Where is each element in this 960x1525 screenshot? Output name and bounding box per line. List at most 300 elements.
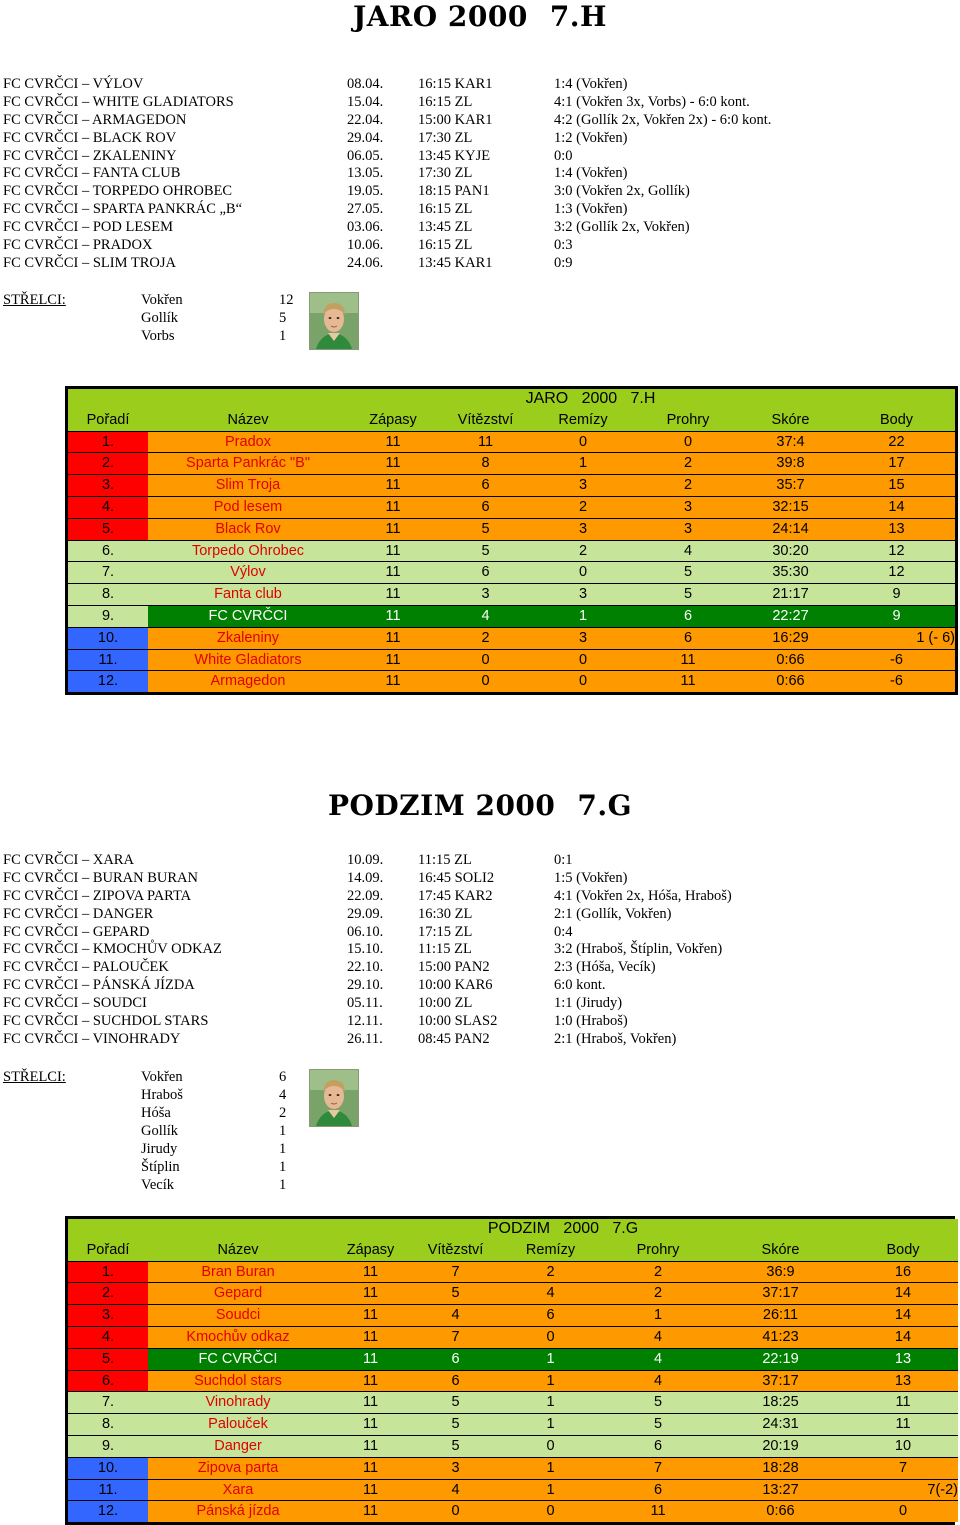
points: 7(-2) <box>848 1479 958 1501</box>
standing-position: 2. <box>68 453 148 475</box>
team-name: Výlov <box>148 562 348 584</box>
column-header: Remízy <box>498 1240 603 1261</box>
column-header: Pořadí <box>68 1240 148 1261</box>
standing-position: 2. <box>68 1283 148 1305</box>
points: 11 <box>848 1392 958 1414</box>
match-date: 12.11. <box>347 1013 383 1030</box>
match-teams: FC CVRČCI – SUCHDOL STARS <box>3 1013 209 1030</box>
standings-row <box>68 1348 958 1370</box>
spring-title-season: JARO 2000 <box>353 0 528 33</box>
points: 0 <box>848 1501 958 1522</box>
wins: 7 <box>413 1261 498 1283</box>
team-name: Palouček <box>148 1414 328 1436</box>
draws: 3 <box>533 627 633 649</box>
draws: 0 <box>533 562 633 584</box>
match-time-venue: 16:15 KAR1 <box>418 76 493 92</box>
wins: 5 <box>413 1435 498 1457</box>
match-date: 13.05. <box>347 165 384 182</box>
matches-played: 11 <box>348 584 438 606</box>
autumn-title <box>0 789 960 822</box>
standing-position: 9. <box>68 1435 148 1457</box>
match-time-venue: 17:45 KAR2 <box>418 887 493 904</box>
standing-position: 11. <box>68 1479 148 1501</box>
losses: 6 <box>633 627 743 649</box>
losses: 5 <box>633 562 743 584</box>
scorer-goals: 12 <box>279 292 294 308</box>
match-date: 15.10. <box>347 941 384 958</box>
standings-row <box>68 627 955 649</box>
scorer-name: Gollík <box>141 310 179 326</box>
match-teams: FC CVRČCI – SOUDCI <box>3 995 147 1012</box>
wins: 4 <box>438 605 533 627</box>
matches-played: 11 <box>328 1370 413 1392</box>
match-time-venue: 10:00 SLAS2 <box>418 1013 498 1030</box>
column-header: Vítězství <box>438 410 533 431</box>
matches-played: 11 <box>328 1348 413 1370</box>
column-header: Název <box>148 1240 328 1261</box>
spring-player-photo <box>309 292 359 350</box>
matches-played: 11 <box>348 649 438 671</box>
team-name: Zkaleniny <box>148 627 348 649</box>
player-photo-image <box>310 293 358 349</box>
standings-row <box>68 1501 958 1522</box>
match-time-venue: 18:15 PAN1 <box>418 183 490 200</box>
scorer-name: Vokřen <box>141 292 183 308</box>
standings-row <box>68 1261 958 1283</box>
scorer-name: Vecík <box>141 1177 175 1193</box>
points: 14 <box>848 1283 958 1305</box>
scorer-goals: 2 <box>279 1105 287 1121</box>
points: 9 <box>838 605 955 627</box>
match-time-venue: 16:15 ZL <box>418 201 473 218</box>
standing-position: 3. <box>68 475 148 497</box>
points: 12 <box>838 562 955 584</box>
standings-row <box>68 562 955 584</box>
draws: 2 <box>533 496 633 518</box>
wins: 6 <box>438 496 533 518</box>
wins: 4 <box>413 1305 498 1327</box>
match-date: 06.05. <box>347 147 384 164</box>
draws: 1 <box>498 1479 603 1501</box>
wins: 7 <box>413 1326 498 1348</box>
team-name: Pradox <box>148 431 348 453</box>
match-result: 4:2 (Gollík 2x, Vokřen 2x) - 6:0 kont. <box>554 111 772 128</box>
losses: 2 <box>603 1283 713 1305</box>
wins: 11 <box>438 431 533 453</box>
points: 12 <box>838 540 955 562</box>
losses: 5 <box>633 584 743 606</box>
column-header: Zápasy <box>328 1240 413 1261</box>
draws: 6 <box>498 1305 603 1327</box>
goal-score: 39:8 <box>743 453 838 475</box>
scorers-label: STŘELCI: <box>3 1069 66 1085</box>
standings-row <box>68 1305 958 1327</box>
scorer-name: Hraboš <box>141 1087 183 1103</box>
match-teams: FC CVRČCI – ZKALENINY <box>3 147 177 164</box>
match-teams: FC CVRČCI – FANTA CLUB <box>3 165 181 182</box>
wins: 8 <box>438 453 533 475</box>
match-teams: FC CVRČCI – XARA <box>3 852 134 868</box>
goal-score: 35:7 <box>743 475 838 497</box>
match-result: 1:4 (Vokřen) <box>554 76 628 92</box>
points: 10 <box>848 1435 958 1457</box>
standings-row <box>68 1370 958 1392</box>
column-header: Skóre <box>743 410 838 431</box>
scorer-name: Gollík <box>141 1123 179 1139</box>
wins: 6 <box>438 562 533 584</box>
draws: 2 <box>498 1261 603 1283</box>
draws: 1 <box>498 1392 603 1414</box>
matches-played: 11 <box>348 496 438 518</box>
match-teams: FC CVRČCI – POD LESEM <box>3 219 174 236</box>
standing-position: 4. <box>68 1326 148 1348</box>
match-teams: FC CVRČCI – SPARTA PANKRÁC „B“ <box>3 201 243 218</box>
match-time-venue: 17:30 ZL <box>418 165 473 182</box>
match-date: 06.10. <box>347 923 384 940</box>
scorer-name: Jirudy <box>141 1141 178 1157</box>
match-teams: FC CVRČCI – WHITE GLADIATORS <box>3 93 234 110</box>
match-time-venue: 11:15 ZL <box>418 852 472 868</box>
draws: 4 <box>498 1283 603 1305</box>
losses: 4 <box>603 1370 713 1392</box>
losses: 11 <box>633 649 743 671</box>
match-time-venue: 15:00 KAR1 <box>418 111 493 128</box>
spring-table-title: JARO 2000 7.H <box>438 389 743 410</box>
match-date: 19.05. <box>347 183 384 200</box>
match-time-venue: 10:00 KAR6 <box>418 977 493 994</box>
match-date: 15.04. <box>347 93 384 110</box>
autumn-player-photo <box>309 1069 359 1127</box>
standings-row <box>68 1414 958 1436</box>
losses: 4 <box>603 1348 713 1370</box>
team-name: Kmochův odkaz <box>148 1326 328 1348</box>
spring-standings-table <box>65 386 958 695</box>
match-result: 1:1 (Jirudy) <box>554 995 623 1012</box>
autumn-standings-table <box>65 1216 958 1525</box>
scorer-name: Štíplin <box>141 1159 180 1175</box>
points: 14 <box>838 496 955 518</box>
standing-position: 11. <box>68 649 148 671</box>
match-date: 03.06. <box>347 219 384 236</box>
goal-score: 18:25 <box>713 1392 848 1414</box>
scorer-name: Vokřen <box>141 1069 183 1085</box>
match-time-venue: 17:30 ZL <box>418 129 473 146</box>
column-header: Vítězství <box>413 1240 498 1261</box>
scorer-name: Vorbs <box>141 328 175 344</box>
goal-score: 30:20 <box>743 540 838 562</box>
losses: 0 <box>633 431 743 453</box>
match-result: 6:0 kont. <box>554 977 606 994</box>
wins: 3 <box>413 1457 498 1479</box>
standing-position: 10. <box>68 1457 148 1479</box>
wins: 5 <box>438 518 533 540</box>
draws: 1 <box>498 1348 603 1370</box>
match-result: 0:3 <box>554 237 573 254</box>
match-result: 1:3 (Vokřen) <box>554 201 628 218</box>
match-teams: FC CVRČCI – VINOHRADY <box>3 1030 181 1047</box>
standings-row <box>68 649 955 671</box>
points: 13 <box>848 1348 958 1370</box>
losses: 11 <box>633 671 743 692</box>
match-teams: FC CVRČCI – PALOUČEK <box>3 959 169 976</box>
losses: 6 <box>603 1479 713 1501</box>
draws: 1 <box>498 1457 603 1479</box>
draws: 0 <box>533 671 633 692</box>
draws: 1 <box>498 1414 603 1436</box>
points: 9 <box>838 584 955 606</box>
team-name: Pod lesem <box>148 496 348 518</box>
matches-played: 11 <box>348 627 438 649</box>
goal-score: 37:4 <box>743 431 838 453</box>
points: 13 <box>848 1370 958 1392</box>
match-result: 2:1 (Gollík, Vokřen) <box>554 905 672 922</box>
standing-position: 10. <box>68 627 148 649</box>
goal-score: 0:66 <box>743 671 838 692</box>
team-name: Suchdol stars <box>148 1370 328 1392</box>
draws: 1 <box>533 453 633 475</box>
team-name: Fanta club <box>148 584 348 606</box>
goal-score: 16:29 <box>743 627 838 649</box>
wins: 4 <box>413 1479 498 1501</box>
goal-score: 35:30 <box>743 562 838 584</box>
draws: 1 <box>498 1370 603 1392</box>
draws: 2 <box>533 540 633 562</box>
standings-row <box>68 1435 958 1457</box>
losses: 6 <box>603 1435 713 1457</box>
team-name: White Gladiators <box>148 649 348 671</box>
draws: 0 <box>498 1326 603 1348</box>
scorer-goals: 1 <box>279 328 287 344</box>
points: -6 <box>838 671 955 692</box>
standings-row <box>68 1457 958 1479</box>
match-result: 1:4 (Vokřen) <box>554 165 628 182</box>
match-result: 0:9 <box>554 254 573 271</box>
match-time-venue: 11:15 ZL <box>418 941 472 958</box>
draws: 0 <box>533 649 633 671</box>
match-date: 29.10. <box>347 977 384 994</box>
match-date: 10.06. <box>347 237 384 254</box>
team-name: Gepard <box>148 1283 328 1305</box>
goal-score: 32:15 <box>743 496 838 518</box>
standing-position: 7. <box>68 1392 148 1414</box>
matches-played: 11 <box>348 605 438 627</box>
points: 7 <box>848 1457 958 1479</box>
standing-position: 1. <box>68 431 148 453</box>
matches-played: 11 <box>328 1392 413 1414</box>
match-date: 10.09. <box>347 852 384 868</box>
column-header: Zápasy <box>348 410 438 431</box>
standings-row <box>68 475 955 497</box>
goal-score: 22:19 <box>713 1348 848 1370</box>
match-teams: FC CVRČCI – KMOCHŮV ODKAZ <box>3 941 222 958</box>
points: 14 <box>848 1326 958 1348</box>
matches-played: 11 <box>348 475 438 497</box>
match-time-venue: 10:00 ZL <box>418 995 473 1012</box>
match-time-venue: 16:15 ZL <box>418 93 473 110</box>
standing-position: 8. <box>68 584 148 606</box>
standing-position: 4. <box>68 496 148 518</box>
match-result: 3:2 (Hraboš, Štíplin, Vokřen) <box>554 941 723 958</box>
wins: 2 <box>438 627 533 649</box>
match-result: 0:1 <box>554 852 573 868</box>
draws: 1 <box>533 605 633 627</box>
match-time-venue: 08:45 PAN2 <box>418 1030 490 1047</box>
standings-row <box>68 453 955 475</box>
match-date: 05.11. <box>347 995 383 1012</box>
matches-played: 11 <box>348 562 438 584</box>
standings-row <box>68 605 955 627</box>
goal-score: 36:9 <box>713 1261 848 1283</box>
column-header: Body <box>838 410 955 431</box>
scorer-goals: 1 <box>279 1159 287 1175</box>
scorer-name: Hóša <box>141 1105 171 1121</box>
match-teams: FC CVRČCI – ARMAGEDON <box>3 111 187 128</box>
team-name: Danger <box>148 1435 328 1457</box>
scorer-goals: 1 <box>279 1123 287 1139</box>
wins: 0 <box>438 671 533 692</box>
wins: 6 <box>438 475 533 497</box>
spring-title-group: 7.H <box>549 0 607 33</box>
match-result: 1:0 (Hraboš) <box>554 1013 628 1030</box>
team-name: Vinohrady <box>148 1392 328 1414</box>
losses: 6 <box>633 605 743 627</box>
losses: 2 <box>633 475 743 497</box>
match-date: 24.06. <box>347 254 384 271</box>
match-time-venue: 15:00 PAN2 <box>418 959 490 976</box>
match-time-venue: 13:45 ZL <box>418 219 473 236</box>
match-time-venue: 16:15 ZL <box>418 237 473 254</box>
points: 13 <box>838 518 955 540</box>
match-time-venue: 13:45 KAR1 <box>418 254 493 271</box>
points: 22 <box>838 431 955 453</box>
wins: 5 <box>413 1283 498 1305</box>
scorers-label: STŘELCI: <box>3 292 66 308</box>
team-name: Black Rov <box>148 518 348 540</box>
points: 1 (- 6) <box>838 627 955 649</box>
goal-score: 37:17 <box>713 1370 848 1392</box>
match-teams: FC CVRČCI – DANGER <box>3 905 154 922</box>
standing-position: 1. <box>68 1261 148 1283</box>
spring-title <box>0 0 960 33</box>
match-result: 2:1 (Hraboš, Vokřen) <box>554 1030 677 1047</box>
matches-played: 11 <box>348 671 438 692</box>
wins: 5 <box>438 540 533 562</box>
team-name: Torpedo Ohrobec <box>148 540 348 562</box>
table-header-row <box>68 410 955 431</box>
column-header: Body <box>848 1240 958 1261</box>
wins: 0 <box>438 649 533 671</box>
team-name: Pánská jízda <box>148 1501 328 1522</box>
column-header: Prohry <box>633 410 743 431</box>
standings-row <box>68 518 955 540</box>
match-teams: FC CVRČCI – PRADOX <box>3 237 153 254</box>
goal-score: 0:66 <box>713 1501 848 1522</box>
goal-score: 22:27 <box>743 605 838 627</box>
match-date: 26.11. <box>347 1030 383 1047</box>
column-header: Skóre <box>713 1240 848 1261</box>
match-result: 1:5 (Vokřen) <box>554 869 628 886</box>
standing-position: 3. <box>68 1305 148 1327</box>
matches-played: 11 <box>328 1305 413 1327</box>
match-time-venue: 16:45 SOLI2 <box>418 869 495 886</box>
goal-score: 24:31 <box>713 1414 848 1436</box>
standings-row <box>68 540 955 562</box>
goal-score: 37:17 <box>713 1283 848 1305</box>
match-teams: FC CVRČCI – PÁNSKÁ JÍZDA <box>3 977 195 994</box>
match-teams: FC CVRČCI – GEPARD <box>3 923 150 940</box>
goal-score: 0:66 <box>743 649 838 671</box>
standing-position: 7. <box>68 562 148 584</box>
matches-played: 11 <box>348 518 438 540</box>
losses: 2 <box>603 1261 713 1283</box>
matches-played: 11 <box>348 540 438 562</box>
match-teams: FC CVRČCI – BURAN BURAN <box>3 869 198 886</box>
standings-row <box>68 431 955 453</box>
match-result: 3:0 (Vokřen 2x, Gollík) <box>554 183 690 200</box>
matches-played: 11 <box>328 1283 413 1305</box>
standing-position: 6. <box>68 1370 148 1392</box>
draws: 3 <box>533 518 633 540</box>
standings-row <box>68 1326 958 1348</box>
losses: 3 <box>633 518 743 540</box>
scorer-goals: 1 <box>279 1141 287 1157</box>
matches-played: 11 <box>348 453 438 475</box>
matches-played: 11 <box>348 431 438 453</box>
match-time-venue: 17:15 ZL <box>418 923 473 940</box>
match-teams: FC CVRČCI – BLACK ROV <box>3 129 177 146</box>
match-date: 29.09. <box>347 905 384 922</box>
points: 17 <box>838 453 955 475</box>
draws: 0 <box>533 431 633 453</box>
draws: 3 <box>533 475 633 497</box>
losses: 5 <box>603 1392 713 1414</box>
scorer-goals: 1 <box>279 1177 287 1193</box>
goal-score: 41:23 <box>713 1326 848 1348</box>
match-teams: FC CVRČCI – ZIPOVA PARTA <box>3 887 192 904</box>
goal-score: 13:27 <box>713 1479 848 1501</box>
points: 16 <box>848 1261 958 1283</box>
losses: 4 <box>633 540 743 562</box>
team-name: Slim Troja <box>148 475 348 497</box>
autumn-title-group: 7.G <box>577 789 633 822</box>
column-header: Prohry <box>603 1240 713 1261</box>
column-header: Pořadí <box>68 410 148 431</box>
column-header: Název <box>148 410 348 431</box>
standing-position: 9. <box>68 605 148 627</box>
wins: 5 <box>413 1392 498 1414</box>
standings-row <box>68 1479 958 1501</box>
matches-played: 11 <box>328 1326 413 1348</box>
match-teams: FC CVRČCI – VÝLOV <box>3 76 144 92</box>
wins: 6 <box>413 1348 498 1370</box>
team-name: Soudci <box>148 1305 328 1327</box>
match-date: 08.04. <box>347 76 384 92</box>
match-result: 4:1 (Vokřen 2x, Hóša, Hraboš) <box>554 887 732 904</box>
autumn-table-title: PODZIM 2000 7.G <box>413 1219 713 1240</box>
match-time-venue: 16:30 ZL <box>418 905 473 922</box>
match-result: 4:1 (Vokřen 3x, Vorbs) - 6:0 kont. <box>554 93 750 110</box>
team-name: Xara <box>148 1479 328 1501</box>
team-name: Bran Buran <box>148 1261 328 1283</box>
standing-position: 8. <box>68 1414 148 1436</box>
team-name: FC CVRČCI <box>148 605 348 627</box>
matches-played: 11 <box>328 1457 413 1479</box>
matches-played: 11 <box>328 1479 413 1501</box>
team-name: Armagedon <box>148 671 348 692</box>
losses: 4 <box>603 1326 713 1348</box>
standing-position: 5. <box>68 518 148 540</box>
standings-row <box>68 1283 958 1305</box>
